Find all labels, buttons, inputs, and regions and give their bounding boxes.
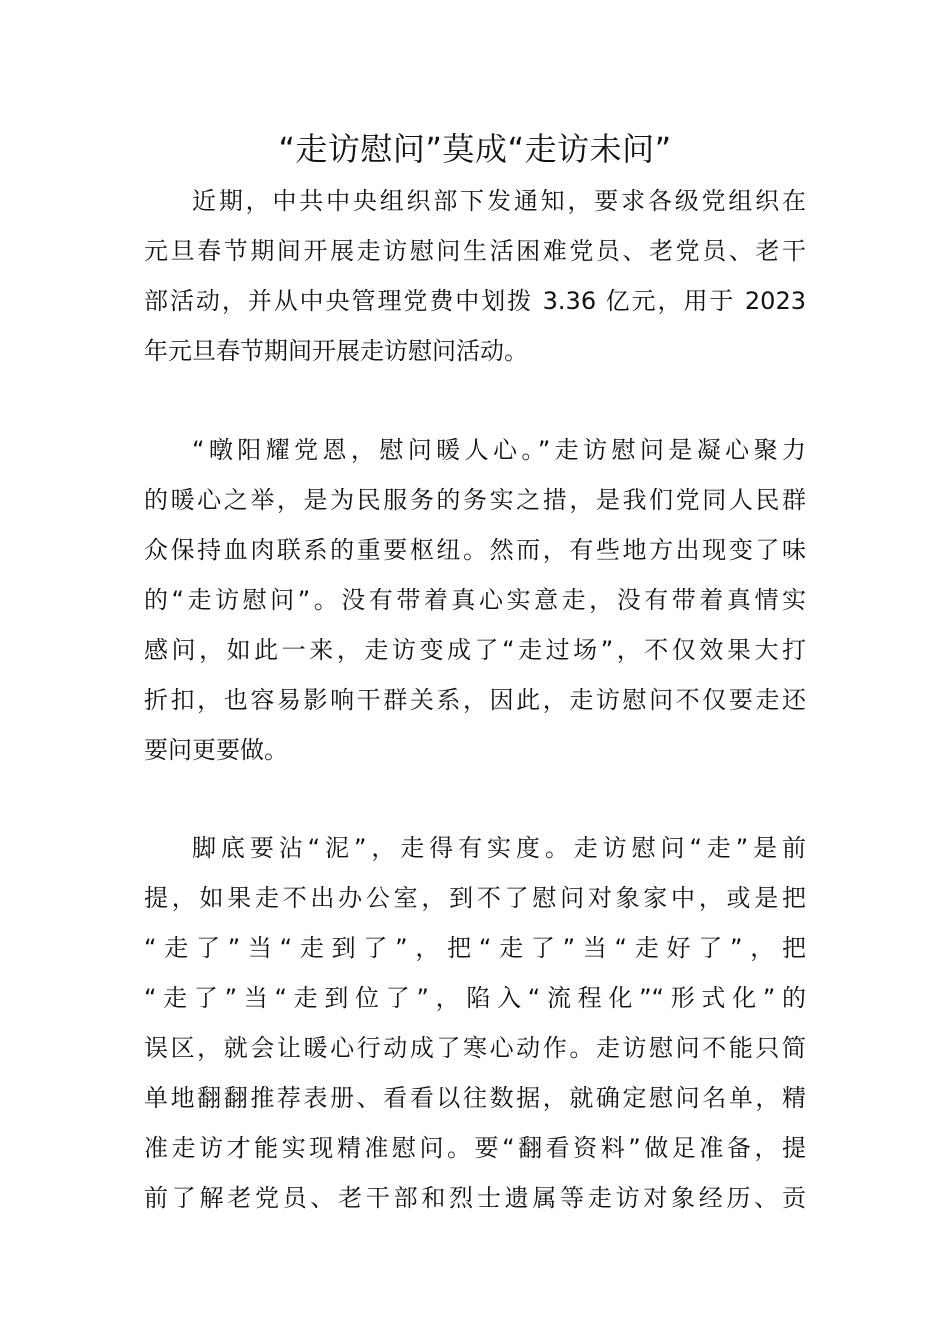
paragraph-line: 的暖心之举，是为民服务的务实之措，是我们党同人民群: [144, 486, 806, 514]
paragraph-line: 脚底要沾“泥”，走得有实度。走访慰问“走”是前: [192, 834, 806, 862]
paragraph-line: 感问，如此一来，走访变成了“走过场”，不仅效果大打: [144, 636, 806, 664]
paragraph-line: 前了解老党员、老干部和烈士遗属等走访对象经历、贡: [144, 1184, 806, 1212]
paragraph-line: 单地翻翻推荐表册、看看以往数据，就确定慰问名单，精: [144, 1084, 806, 1112]
paragraph-line: 提，如果走不出办公室，到不了慰问对象家中，或是把: [144, 884, 806, 912]
paragraph-line: 近期，中共中央组织部下发通知，要求各级党组织在: [192, 187, 806, 215]
paragraph-line: 误区，就会让暖心行动成了寒心动作。走访慰问不能只简: [144, 1034, 806, 1062]
paragraph-line: 准走访才能实现精准慰问。要“翻看资料”做足准备，提: [144, 1134, 806, 1162]
paragraph-2: [144, 425, 806, 775]
paragraph-3: [144, 823, 806, 1223]
document-title: “走访慰问”莫成“走访未问”: [278, 130, 672, 168]
paragraph-line: 众保持血肉联系的重要枢纽。然而，有些地方出现变了味: [144, 536, 806, 564]
paragraph-line: 部活动，并从中央管理党费中划拨 3.36 亿元，用于 2023: [144, 287, 806, 315]
paragraph-line: “走了”当“走到了”，把“走了”当“走好了”，把: [144, 934, 806, 962]
paragraph-line: 折扣，也容易影响干群关系，因此，走访慰问不仅要走还: [144, 686, 806, 714]
paragraph-line: “暾阳耀党恩，慰问暖人心。”走访慰问是凝心聚力: [192, 436, 806, 464]
paragraph-line: 的“走访慰问”。没有带着真心实意走，没有带着真情实: [144, 586, 806, 614]
paragraph-1: [144, 176, 806, 376]
paragraph-line: 元旦春节期间开展走访慰问生活困难党员、老党员、老干: [144, 237, 806, 265]
paragraph-line: 年元旦春节期间开展走访慰问活动。: [144, 337, 528, 365]
paragraph-line: “走了”当“走到位了”，陷入“流程化”“形式化”的: [144, 984, 806, 1012]
paragraph-line: 要问更要做。: [144, 736, 288, 764]
